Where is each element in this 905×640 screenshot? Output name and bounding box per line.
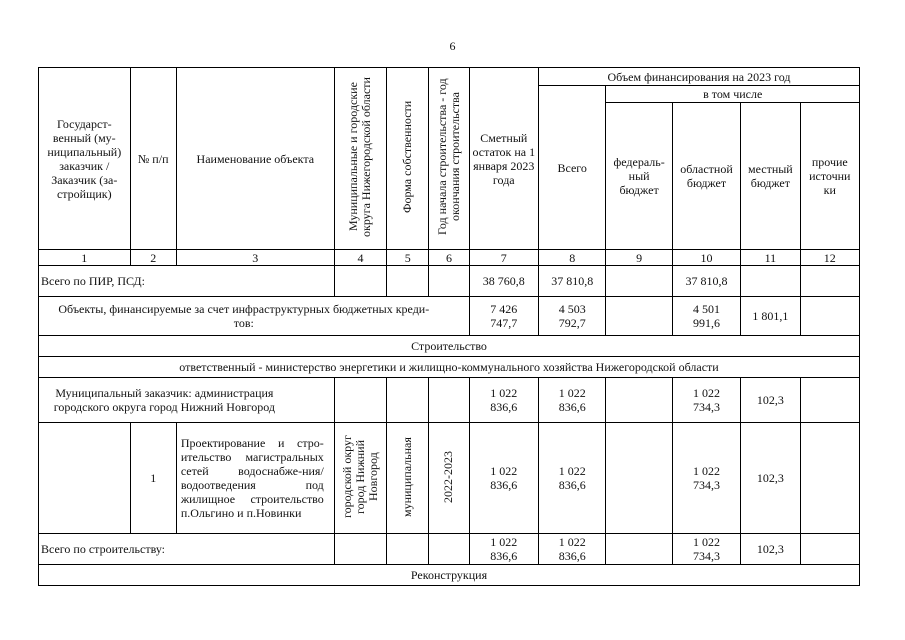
header-funding-group: Объем финансирования на 2023 год (539, 68, 860, 86)
table-row-infrastructure (39, 297, 860, 336)
section-title: Строительство (39, 336, 860, 357)
regional-cell: 1 022 734,3 (672, 378, 740, 423)
section-row-reconstruction (39, 565, 860, 586)
object-name: Проектирование и стро-ительство магистральных сетей водоснабже-ния/водоотведения под жилищное строительство п.Ольгино и п.Новинки (176, 423, 334, 534)
section-row-construction (39, 336, 860, 357)
header-local: местный бюджет (741, 103, 800, 250)
regional-cell: 1 022 734,3 (672, 423, 740, 534)
regional-cell: 1 022 734,3 (672, 534, 740, 565)
col-num: 10 (672, 250, 740, 266)
header-object-name: Наименование объекта (176, 68, 334, 250)
regional-cell: 4 501 991,6 (672, 297, 740, 336)
header-balance: Сметный остаток на 1 января 2023 года (469, 68, 538, 250)
local-cell: 1 801,1 (741, 297, 800, 336)
balance-cell: 7 426 747,7 (469, 297, 538, 336)
table-row-total-construction (39, 534, 860, 565)
col-num: 3 (176, 250, 334, 266)
object-municipality: городской округ город Нижний Новгород (339, 435, 380, 518)
local-cell: 102,3 (741, 378, 800, 423)
col-num: 1 (39, 250, 131, 266)
row-label: Всего по ПИР, ПСД: (39, 266, 335, 297)
customer-label: Муниципальный заказчик: администрация городского округа город Нижний Новгород (39, 378, 335, 423)
regional-cell: 37 810,8 (672, 266, 740, 297)
header-npp: № п/п (130, 68, 176, 250)
object-number: 1 (130, 423, 176, 534)
balance-cell: 1 022 836,6 (469, 534, 538, 565)
header-total: Всего (539, 86, 606, 250)
table-row-pir (39, 266, 860, 297)
object-years: 2022-2023 (441, 450, 456, 503)
table-row-customer (39, 378, 860, 423)
local-cell: 102,3 (741, 423, 800, 534)
total-cell: 1 022 836,6 (539, 378, 606, 423)
col-num: 4 (334, 250, 386, 266)
page-number: 6 (449, 39, 456, 53)
col-num: 11 (741, 250, 800, 266)
responsible-row (39, 357, 860, 378)
col-num: 7 (469, 250, 538, 266)
header-federal: федераль-ный бюджет (606, 103, 672, 250)
balance-cell: 1 022 836,6 (469, 378, 538, 423)
col-num: 6 (429, 250, 469, 266)
header-other: прочие источни ки (800, 103, 859, 250)
financing-table (38, 67, 860, 586)
header-including: в том числе (606, 86, 860, 103)
local-cell: 102,3 (741, 534, 800, 565)
total-cell: 1 022 836,6 (539, 534, 606, 565)
header-customer: Государст-венный (му-ниципальный) заказчик / Заказчик (за-стройщик) (39, 68, 131, 250)
total-cell: 1 022 836,6 (539, 423, 606, 534)
section-title: Реконструкция (39, 565, 860, 586)
balance-cell: 1 022 836,6 (469, 423, 538, 534)
responsible-ministry: ответственный - министерство энергетики и жилищно-коммунального хозяйства Нижегородской области (39, 357, 860, 378)
table-row-object (39, 423, 860, 534)
header-years: Год начала строительства - год окончания строительства (434, 78, 462, 236)
col-num: 2 (130, 250, 176, 266)
row-label: Объекты, финансируемые за счет инфраструктурных бюджетных креди-тов: (39, 297, 470, 336)
balance-cell: 38 760,8 (469, 266, 538, 297)
row-label: Всего по строительству: (39, 534, 335, 565)
total-cell: 37 810,8 (539, 266, 606, 297)
col-num: 5 (387, 250, 429, 266)
col-num: 12 (800, 250, 859, 266)
header-municipality: Муниципальные и городские округа Нижегородской области (346, 77, 374, 237)
col-num: 9 (606, 250, 672, 266)
header-regional: областной бюджет (672, 103, 740, 250)
total-cell: 4 503 792,7 (539, 297, 606, 336)
col-num: 8 (539, 250, 606, 266)
header-ownership: Форма собственности (400, 100, 415, 214)
object-ownership: муниципальная (400, 436, 415, 517)
column-numbers-row (39, 250, 860, 266)
